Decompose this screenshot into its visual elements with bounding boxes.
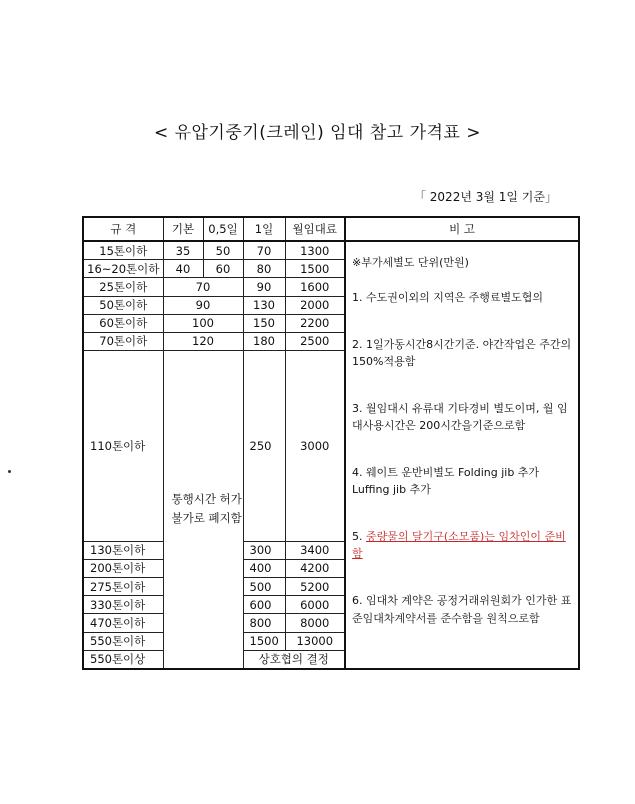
- monthly-cell: 3400: [285, 541, 345, 559]
- basic-cell: 35: [163, 241, 203, 260]
- spec-cell: 130톤이하: [83, 541, 163, 559]
- page-title: < 유압기중기(크레인) 임대 참고 가격표 >: [153, 123, 482, 143]
- one-day-cell: 180: [243, 332, 285, 350]
- header-remarks: 비 고: [345, 217, 579, 241]
- remarks-cell: [345, 241, 579, 669]
- note-5: [352, 528, 574, 562]
- header-spec: 규 격: [83, 217, 163, 241]
- one-day-cell: 90: [243, 278, 285, 296]
- header-half-day: 0,5일: [203, 217, 243, 241]
- header-basic: 기본: [163, 217, 203, 241]
- negotiation-cell: 상호협의 결정: [243, 650, 345, 669]
- note-2: 2. 1일가동시간8시간기준. 야간작업은 주간의 150%적용함: [352, 338, 572, 369]
- stray-dot: [8, 470, 11, 473]
- spec-cell: 25톤이하: [83, 278, 163, 296]
- monthly-cell: 2000: [285, 296, 345, 314]
- one-day-cell: 800: [243, 614, 285, 632]
- note-1: 1. 수도권이외의 지역은 주행료별도협의: [352, 291, 543, 305]
- monthly-cell: 4200: [285, 559, 345, 577]
- spec-cell: 15톤이하: [83, 241, 163, 260]
- monthly-cell: 13000: [285, 632, 345, 650]
- basic-half-cell: 100: [163, 314, 243, 332]
- one-day-cell: 80: [243, 260, 285, 278]
- half-day-cell: 50: [203, 241, 243, 260]
- note-6: 6. 임대차 계약은 공정거래위원회가 인가한 표준임대차계약서를 준수함을 원칙으로함: [352, 594, 572, 625]
- spec-cell: 50톤이하: [83, 296, 163, 314]
- half-day-cell: 60: [203, 260, 243, 278]
- spec-cell: 550톤이상: [83, 650, 163, 669]
- one-day-cell: 70: [243, 241, 285, 260]
- note-3: 3. 월임대시 유류대 기타경비 별도이며, 월 임대사용시간은 200시간을기준으로함: [352, 402, 568, 433]
- monthly-cell: 2500: [285, 332, 345, 350]
- monthly-cell: 3000: [285, 350, 345, 541]
- table-row: [83, 241, 579, 260]
- one-day-cell: 1500: [243, 632, 285, 650]
- monthly-cell: 1300: [285, 241, 345, 260]
- spec-cell: 16~20톤이하: [83, 260, 163, 278]
- basic-half-cell: 90: [163, 296, 243, 314]
- one-day-cell: 130: [243, 296, 285, 314]
- monthly-cell: 8000: [285, 614, 345, 632]
- monthly-cell: 6000: [285, 596, 345, 614]
- note-5-prefix: 5.: [352, 530, 366, 544]
- one-day-cell: 500: [243, 578, 285, 596]
- header-row: [83, 217, 579, 241]
- spec-cell: 275톤이하: [83, 578, 163, 596]
- one-day-cell: 250: [243, 350, 285, 541]
- header-one-day: 1일: [243, 217, 285, 241]
- spec-cell: 110톤이하: [83, 350, 163, 541]
- one-day-cell: 600: [243, 596, 285, 614]
- one-day-cell: 150: [243, 314, 285, 332]
- one-day-cell: 300: [243, 541, 285, 559]
- basic-half-cell: 70: [163, 278, 243, 296]
- basic-half-cell: 120: [163, 332, 243, 350]
- note-5-highlight: 중량물의 달기구(소모품)는 임차인이 준비함: [352, 530, 566, 561]
- note-vat: ※부가세별도 단위(만원): [352, 256, 469, 269]
- discontinued-note: 통행시간 허가불가로 폐지함: [163, 350, 243, 669]
- one-day-cell: 400: [243, 559, 285, 577]
- spec-cell: 70톤이하: [83, 332, 163, 350]
- reference-date: 「 2022년 3월 1일 기준」: [413, 190, 557, 204]
- basic-cell: 40: [163, 260, 203, 278]
- price-table: [82, 216, 580, 670]
- spec-cell: 200톤이하: [83, 559, 163, 577]
- note-4: 4. 웨이트 운반비별도 Folding jib 추가 Luffing jib 추가: [352, 466, 540, 497]
- spec-cell: 60톤이하: [83, 314, 163, 332]
- monthly-cell: 1600: [285, 278, 345, 296]
- spec-cell: 550톤이하: [83, 632, 163, 650]
- monthly-cell: 2200: [285, 314, 345, 332]
- spec-cell: 330톤이하: [83, 596, 163, 614]
- spec-cell: 470톤이하: [83, 614, 163, 632]
- monthly-cell: 5200: [285, 578, 345, 596]
- monthly-cell: 1500: [285, 260, 345, 278]
- header-monthly: 월임대료: [285, 217, 345, 241]
